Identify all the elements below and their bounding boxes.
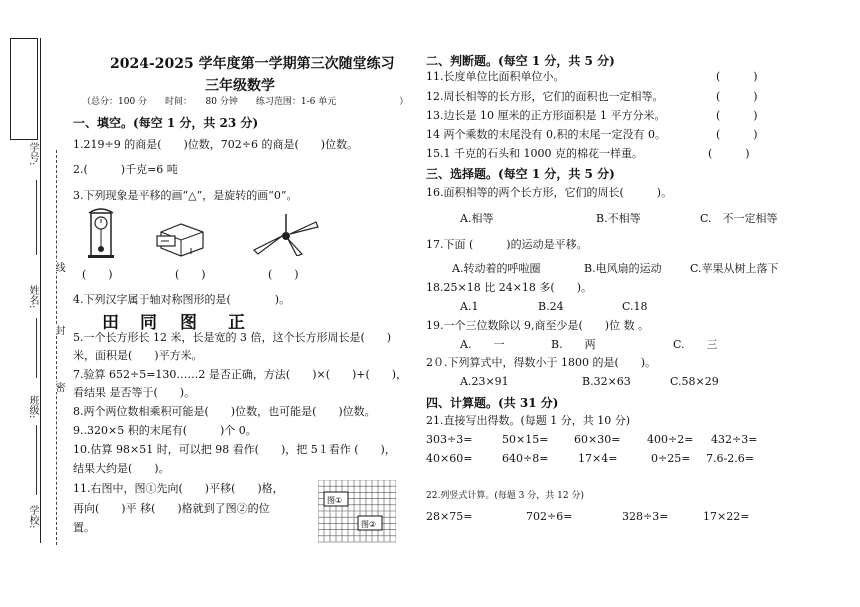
oral-calc-5: 432÷3=: [711, 433, 758, 446]
choice-18-option-c[interactable]: C.18: [622, 300, 648, 313]
question-9: 9..320×5 积的末尾有( )个 0。: [73, 424, 257, 437]
ceiling-fan-icon: [252, 214, 320, 256]
vertical-calc-1: 28×75=: [426, 510, 473, 523]
q4-char-1: 田: [102, 313, 119, 333]
question-5-line-1: 5.一个长方形长 12 米，长是宽的 3 倍，这个长方形周长是( ): [73, 331, 392, 344]
question-5-line-2: 米，面积是( )平方米。: [73, 349, 203, 362]
page-title: 2024-2025 学年度第一学期第三次随堂练习: [110, 56, 395, 72]
cut-line-char-3: 密: [53, 382, 64, 392]
cut-line-char-2: 封: [53, 325, 64, 335]
vertical-calc-4: 17×22=: [703, 510, 750, 523]
judge-15: 15.1 千克的石头和 1000 克的棉花一样重。: [426, 147, 643, 160]
choice-16-option-c[interactable]: C. 不一定相等: [700, 212, 778, 225]
choice-19-option-b[interactable]: B. 两: [551, 338, 596, 351]
question-8: 8.两个两位数相乘积可能是( )位数，也可能是( )位数。: [73, 405, 376, 418]
question-10-line-1: 10.估算 98×51 时，可以把 98 看作( )，把 5１看作 ( )，: [73, 443, 396, 456]
choice-18-option-a[interactable]: A.1: [460, 300, 479, 313]
q4-char-4: 正: [228, 313, 245, 333]
choice-19: 19.一个三位数除以 9,商至少是( )位 数 。: [426, 319, 650, 332]
choice-20-option-a[interactable]: A.23×91: [460, 375, 509, 388]
question-2: 2.( )千克=6 吨: [73, 163, 178, 176]
choice-16: 16.面积相等的两个长方形，它们的周长( )。: [426, 186, 673, 199]
q4-char-3: 图: [180, 313, 197, 333]
exam-info: （总分：100 分 时间： 80 分钟 练习范围：1-6 单元 ）: [82, 97, 409, 107]
question-7-line-1: 7.验算 652÷5=130……2 是否正确，方法( )×( )+( )，: [73, 368, 408, 381]
section-2-heading: 二、判断题。(每空 1 分，共 5 分): [426, 54, 615, 68]
student-no-line: [36, 180, 37, 255]
choice-18: 18.25×18 比 24×18 多( )。: [426, 281, 592, 294]
pendulum-clock-icon: [85, 207, 117, 259]
question-4: 4.下列汉字属于轴对称图形的是( )。: [73, 293, 291, 306]
sidebar-rule: [40, 38, 41, 543]
question-7-line-2: 看结果 是否等于( )。: [73, 386, 196, 399]
q3-answer-blank-2[interactable]: ( ): [175, 268, 206, 281]
school-label: 学校:: [27, 505, 38, 529]
page-subtitle: 三年级数学: [205, 78, 275, 94]
seat-number-box: [10, 38, 38, 140]
oral-calc-10: 7.6-2.6=: [706, 452, 754, 465]
name-line: [36, 318, 37, 378]
choice-19-option-c[interactable]: C. 三: [673, 338, 718, 351]
question-11-line-1: 11.右图中，图①先向( )平移( )格，: [73, 482, 284, 495]
question-1: 1.219÷9 的商是( )位数，702÷6 的商是( )位数。: [73, 138, 359, 151]
oral-calc-1: 303÷3=: [426, 433, 473, 446]
judge-12: 12.周长相等的长方形，它们的面积也一定相等。: [426, 90, 664, 103]
oral-calc-2: 50×15=: [502, 433, 549, 446]
grid-figure-2-label: 图②: [361, 520, 377, 529]
class-label: 班级:: [27, 395, 38, 419]
choice-17-option-b[interactable]: B.电风扇的运动: [584, 262, 662, 275]
vertical-calc-2: 702÷6=: [526, 510, 573, 523]
q3-answer-blank-3[interactable]: ( ): [268, 268, 299, 281]
judge-15-blank[interactable]: ( ): [708, 147, 750, 160]
q4-char-2: 同: [140, 313, 157, 333]
judge-14-blank[interactable]: ( ): [716, 128, 758, 141]
oral-calc-4: 400÷2=: [647, 433, 694, 446]
oral-calc-3: 60×30=: [574, 433, 621, 446]
choice-17: 17.下面 ( )的运动是平移。: [426, 238, 588, 251]
choice-19-option-a[interactable]: A. 一: [460, 338, 505, 351]
q3-answer-blank-1[interactable]: ( ): [82, 268, 113, 281]
question-11-line-3: 置。: [73, 521, 95, 534]
question-21: 21.直接写出得数。(每题 1 分，共 10 分): [426, 414, 631, 427]
section-3-heading: 三、选择题。(每空 1 分，共 5 分): [426, 167, 615, 181]
oral-calc-9: 0÷25=: [651, 452, 691, 465]
student-no-label: 学号:: [27, 142, 38, 166]
question-3: 3.下列现象是平移的画“△”，是旋转的画“0”。: [73, 189, 298, 202]
choice-18-option-b[interactable]: B.24: [538, 300, 564, 313]
section-4-heading: 四、计算题。(共 31 分): [426, 396, 559, 410]
name-label: 姓名:: [27, 285, 38, 309]
judge-11-blank[interactable]: ( ): [716, 70, 758, 83]
cut-line: [56, 150, 57, 545]
vertical-calc-3: 328÷3=: [622, 510, 669, 523]
translation-grid: [318, 480, 396, 544]
oral-calc-8: 17×4=: [578, 452, 618, 465]
section-1-heading: 一、填空。(每空 1 分，共 23 分): [73, 116, 259, 130]
judge-11: 11.长度单位比面积单位小。: [426, 70, 565, 83]
choice-20: 2０.下列算式中，得数小于 1800 的是( )。: [426, 356, 657, 369]
choice-17-option-c[interactable]: C.苹果从树上落下: [690, 262, 779, 275]
choice-17-option-a[interactable]: A.转动着的呼啦圈: [452, 262, 541, 275]
cut-line-char-1: 线: [53, 262, 64, 272]
class-line: [36, 425, 37, 495]
oral-calc-7: 640÷8=: [502, 452, 549, 465]
choice-16-option-a[interactable]: A.相等: [460, 212, 494, 225]
choice-20-option-c[interactable]: C.58×29: [670, 375, 719, 388]
judge-13: 13.边长是 10 厘米的正方形面积是 1 平方分米。: [426, 109, 666, 122]
judge-12-blank[interactable]: ( ): [716, 90, 758, 103]
sliding-drawer-icon: [155, 218, 207, 258]
judge-14: 14 两个乘数的末尾没有 0,积的末尾一定没有 0。: [426, 128, 666, 141]
choice-20-option-b[interactable]: B.32×63: [582, 375, 631, 388]
question-22: 22.列竖式计算。(每题 3 分，共 12 分): [426, 491, 584, 501]
judge-13-blank[interactable]: ( ): [716, 109, 758, 122]
question-11-line-2: 再向( )平 移( )格就到了图②的位: [73, 502, 270, 515]
grid-figure-1-label: 图①: [327, 496, 343, 505]
choice-16-option-b[interactable]: B.不相等: [596, 212, 641, 225]
question-10-line-2: 结果大约是( )。: [73, 462, 170, 475]
oral-calc-6: 40×60=: [426, 452, 473, 465]
